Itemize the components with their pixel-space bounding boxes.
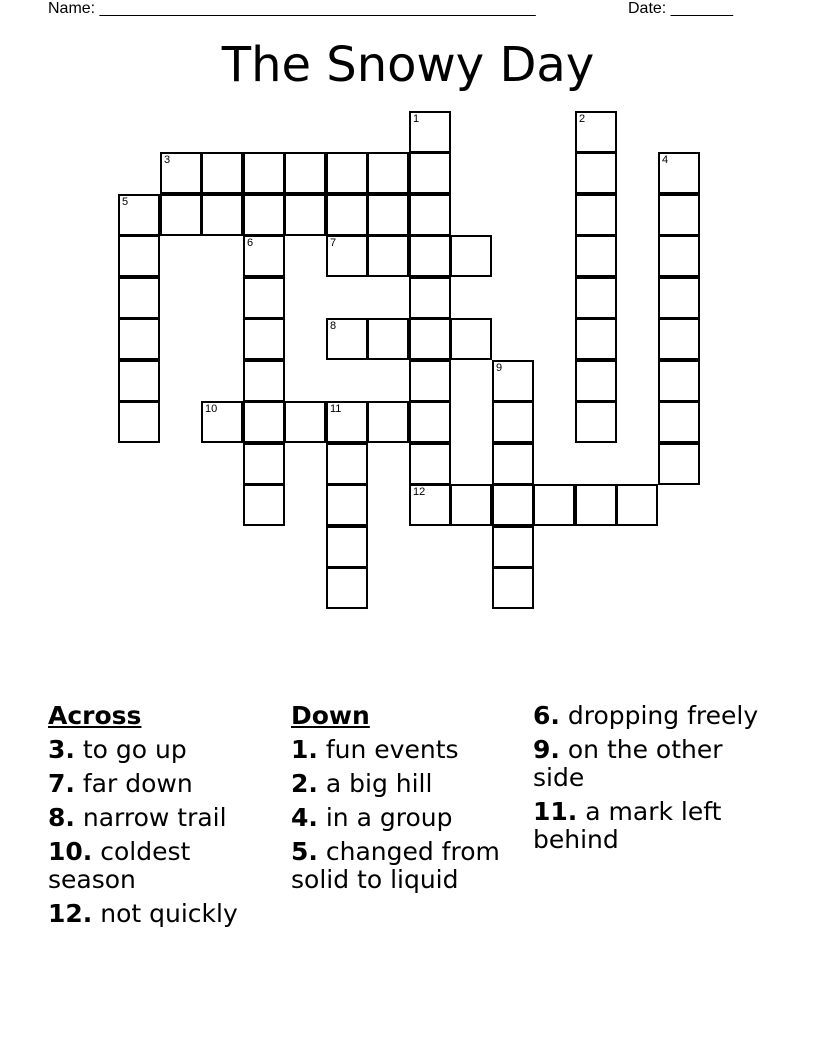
- grid-cell[interactable]: [243, 401, 285, 443]
- clue-down-5: 5. changed from solid to liquid: [291, 837, 500, 894]
- grid-cell[interactable]: [575, 360, 617, 402]
- clue-across-10: 10. coldest season: [48, 837, 191, 894]
- grid-cell[interactable]: [658, 152, 700, 194]
- grid-cell[interactable]: [492, 443, 534, 485]
- grid-cell[interactable]: [326, 235, 368, 277]
- clue-number: 6: [247, 237, 254, 249]
- down-clues-continued: [533, 702, 763, 860]
- grid-cell[interactable]: [243, 277, 285, 319]
- clue-across-3: 3. to go up: [48, 735, 187, 764]
- grid-cell[interactable]: [326, 401, 368, 443]
- clue-across-7: 7. far down: [48, 769, 193, 798]
- grid-cell[interactable]: [409, 277, 451, 319]
- grid-cell[interactable]: [575, 111, 617, 153]
- grid-cell[interactable]: [284, 152, 326, 194]
- grid-cell[interactable]: [201, 152, 243, 194]
- grid-cell[interactable]: [450, 318, 492, 360]
- clue-number: 5: [122, 196, 129, 208]
- down-clues: [291, 702, 513, 900]
- grid-cell[interactable]: [326, 567, 368, 609]
- date-field: Date: _______: [628, 0, 733, 17]
- grid-cell[interactable]: [284, 194, 326, 236]
- grid-cell[interactable]: [243, 194, 285, 236]
- clue-number: 4: [662, 154, 669, 166]
- grid-cell[interactable]: [492, 360, 534, 402]
- grid-cell[interactable]: [658, 360, 700, 402]
- grid-cell[interactable]: [450, 484, 492, 526]
- grid-cell[interactable]: [533, 484, 575, 526]
- grid-cell[interactable]: [118, 194, 160, 236]
- grid-cell[interactable]: [658, 318, 700, 360]
- grid-cell[interactable]: [243, 152, 285, 194]
- grid-cell[interactable]: [367, 152, 409, 194]
- clue-down-1: 1. fun events: [291, 735, 459, 764]
- grid-cell[interactable]: [118, 318, 160, 360]
- clue-number: 12: [413, 486, 426, 498]
- grid-cell[interactable]: [326, 152, 368, 194]
- clue-number: 11: [330, 403, 342, 415]
- grid-cell[interactable]: [492, 484, 534, 526]
- grid-cell[interactable]: [243, 443, 285, 485]
- grid-cell[interactable]: [575, 401, 617, 443]
- grid-cell[interactable]: [243, 235, 285, 277]
- name-field: Name: _________________________________________________: [48, 0, 536, 17]
- grid-cell[interactable]: [367, 194, 409, 236]
- grid-cell[interactable]: [201, 194, 243, 236]
- across-heading: Across: [48, 701, 142, 730]
- grid-cell[interactable]: [492, 401, 534, 443]
- grid-cell[interactable]: [409, 111, 451, 153]
- grid-cell[interactable]: [409, 484, 451, 526]
- grid-cell[interactable]: [243, 360, 285, 402]
- grid-cell[interactable]: [160, 194, 202, 236]
- clue-number: 1: [413, 113, 420, 125]
- clue-number: 8: [330, 320, 337, 332]
- grid-cell[interactable]: [409, 401, 451, 443]
- clue-number: 10: [205, 403, 218, 415]
- grid-cell[interactable]: [492, 567, 534, 609]
- clue-down-6: 6. dropping freely: [533, 701, 759, 730]
- grid-cell[interactable]: [243, 318, 285, 360]
- grid-cell[interactable]: [284, 401, 326, 443]
- grid-cell[interactable]: [492, 526, 534, 568]
- grid-cell[interactable]: [575, 235, 617, 277]
- grid-cell[interactable]: [450, 235, 492, 277]
- grid-cell[interactable]: [616, 484, 658, 526]
- clue-number: 7: [330, 237, 337, 249]
- puzzle-title: The Snowy Day: [221, 37, 595, 93]
- grid-cell[interactable]: [367, 401, 409, 443]
- grid-cell[interactable]: [118, 360, 160, 402]
- grid-cell[interactable]: [201, 401, 243, 443]
- grid-cell[interactable]: [367, 318, 409, 360]
- clue-down-2: 2. a big hill: [291, 769, 433, 798]
- grid-cell[interactable]: [118, 401, 160, 443]
- grid-cell[interactable]: [243, 484, 285, 526]
- clue-number: 9: [496, 362, 503, 374]
- clue-down-4: 4. in a group: [291, 803, 453, 832]
- grid-cell[interactable]: [409, 152, 451, 194]
- grid-cell[interactable]: [575, 152, 617, 194]
- grid-cell[interactable]: [160, 152, 202, 194]
- grid-cell[interactable]: [575, 318, 617, 360]
- clue-across-8: 8. narrow trail: [48, 803, 227, 832]
- grid-cell[interactable]: [658, 194, 700, 236]
- grid-cell[interactable]: [658, 235, 700, 277]
- grid-cell[interactable]: [326, 443, 368, 485]
- grid-cell[interactable]: [326, 526, 368, 568]
- grid-cell[interactable]: [367, 235, 409, 277]
- grid-cell[interactable]: [575, 484, 617, 526]
- clue-down-9: 9. on the other side: [533, 735, 723, 792]
- grid-cell[interactable]: [118, 235, 160, 277]
- grid-cell[interactable]: [658, 277, 700, 319]
- grid-cell[interactable]: [658, 401, 700, 443]
- grid-cell[interactable]: [409, 443, 451, 485]
- clue-number: 2: [579, 113, 586, 125]
- grid-cell[interactable]: [326, 318, 368, 360]
- grid-cell[interactable]: [409, 194, 451, 236]
- grid-cell[interactable]: [575, 277, 617, 319]
- grid-cell[interactable]: [409, 318, 451, 360]
- grid-cell[interactable]: [118, 277, 160, 319]
- clue-number: 3: [164, 154, 171, 166]
- across-clues: [48, 702, 268, 934]
- grid-cell[interactable]: [658, 443, 700, 485]
- grid-cell[interactable]: [575, 194, 617, 236]
- grid-cell[interactable]: [409, 235, 451, 277]
- grid-cell[interactable]: [326, 194, 368, 236]
- down-heading: Down: [291, 701, 370, 730]
- clue-across-12: 12. not quickly: [48, 899, 238, 928]
- clue-down-11: 11. a mark left behind: [533, 797, 722, 854]
- grid-cell[interactable]: [409, 360, 451, 402]
- grid-cell[interactable]: [326, 484, 368, 526]
